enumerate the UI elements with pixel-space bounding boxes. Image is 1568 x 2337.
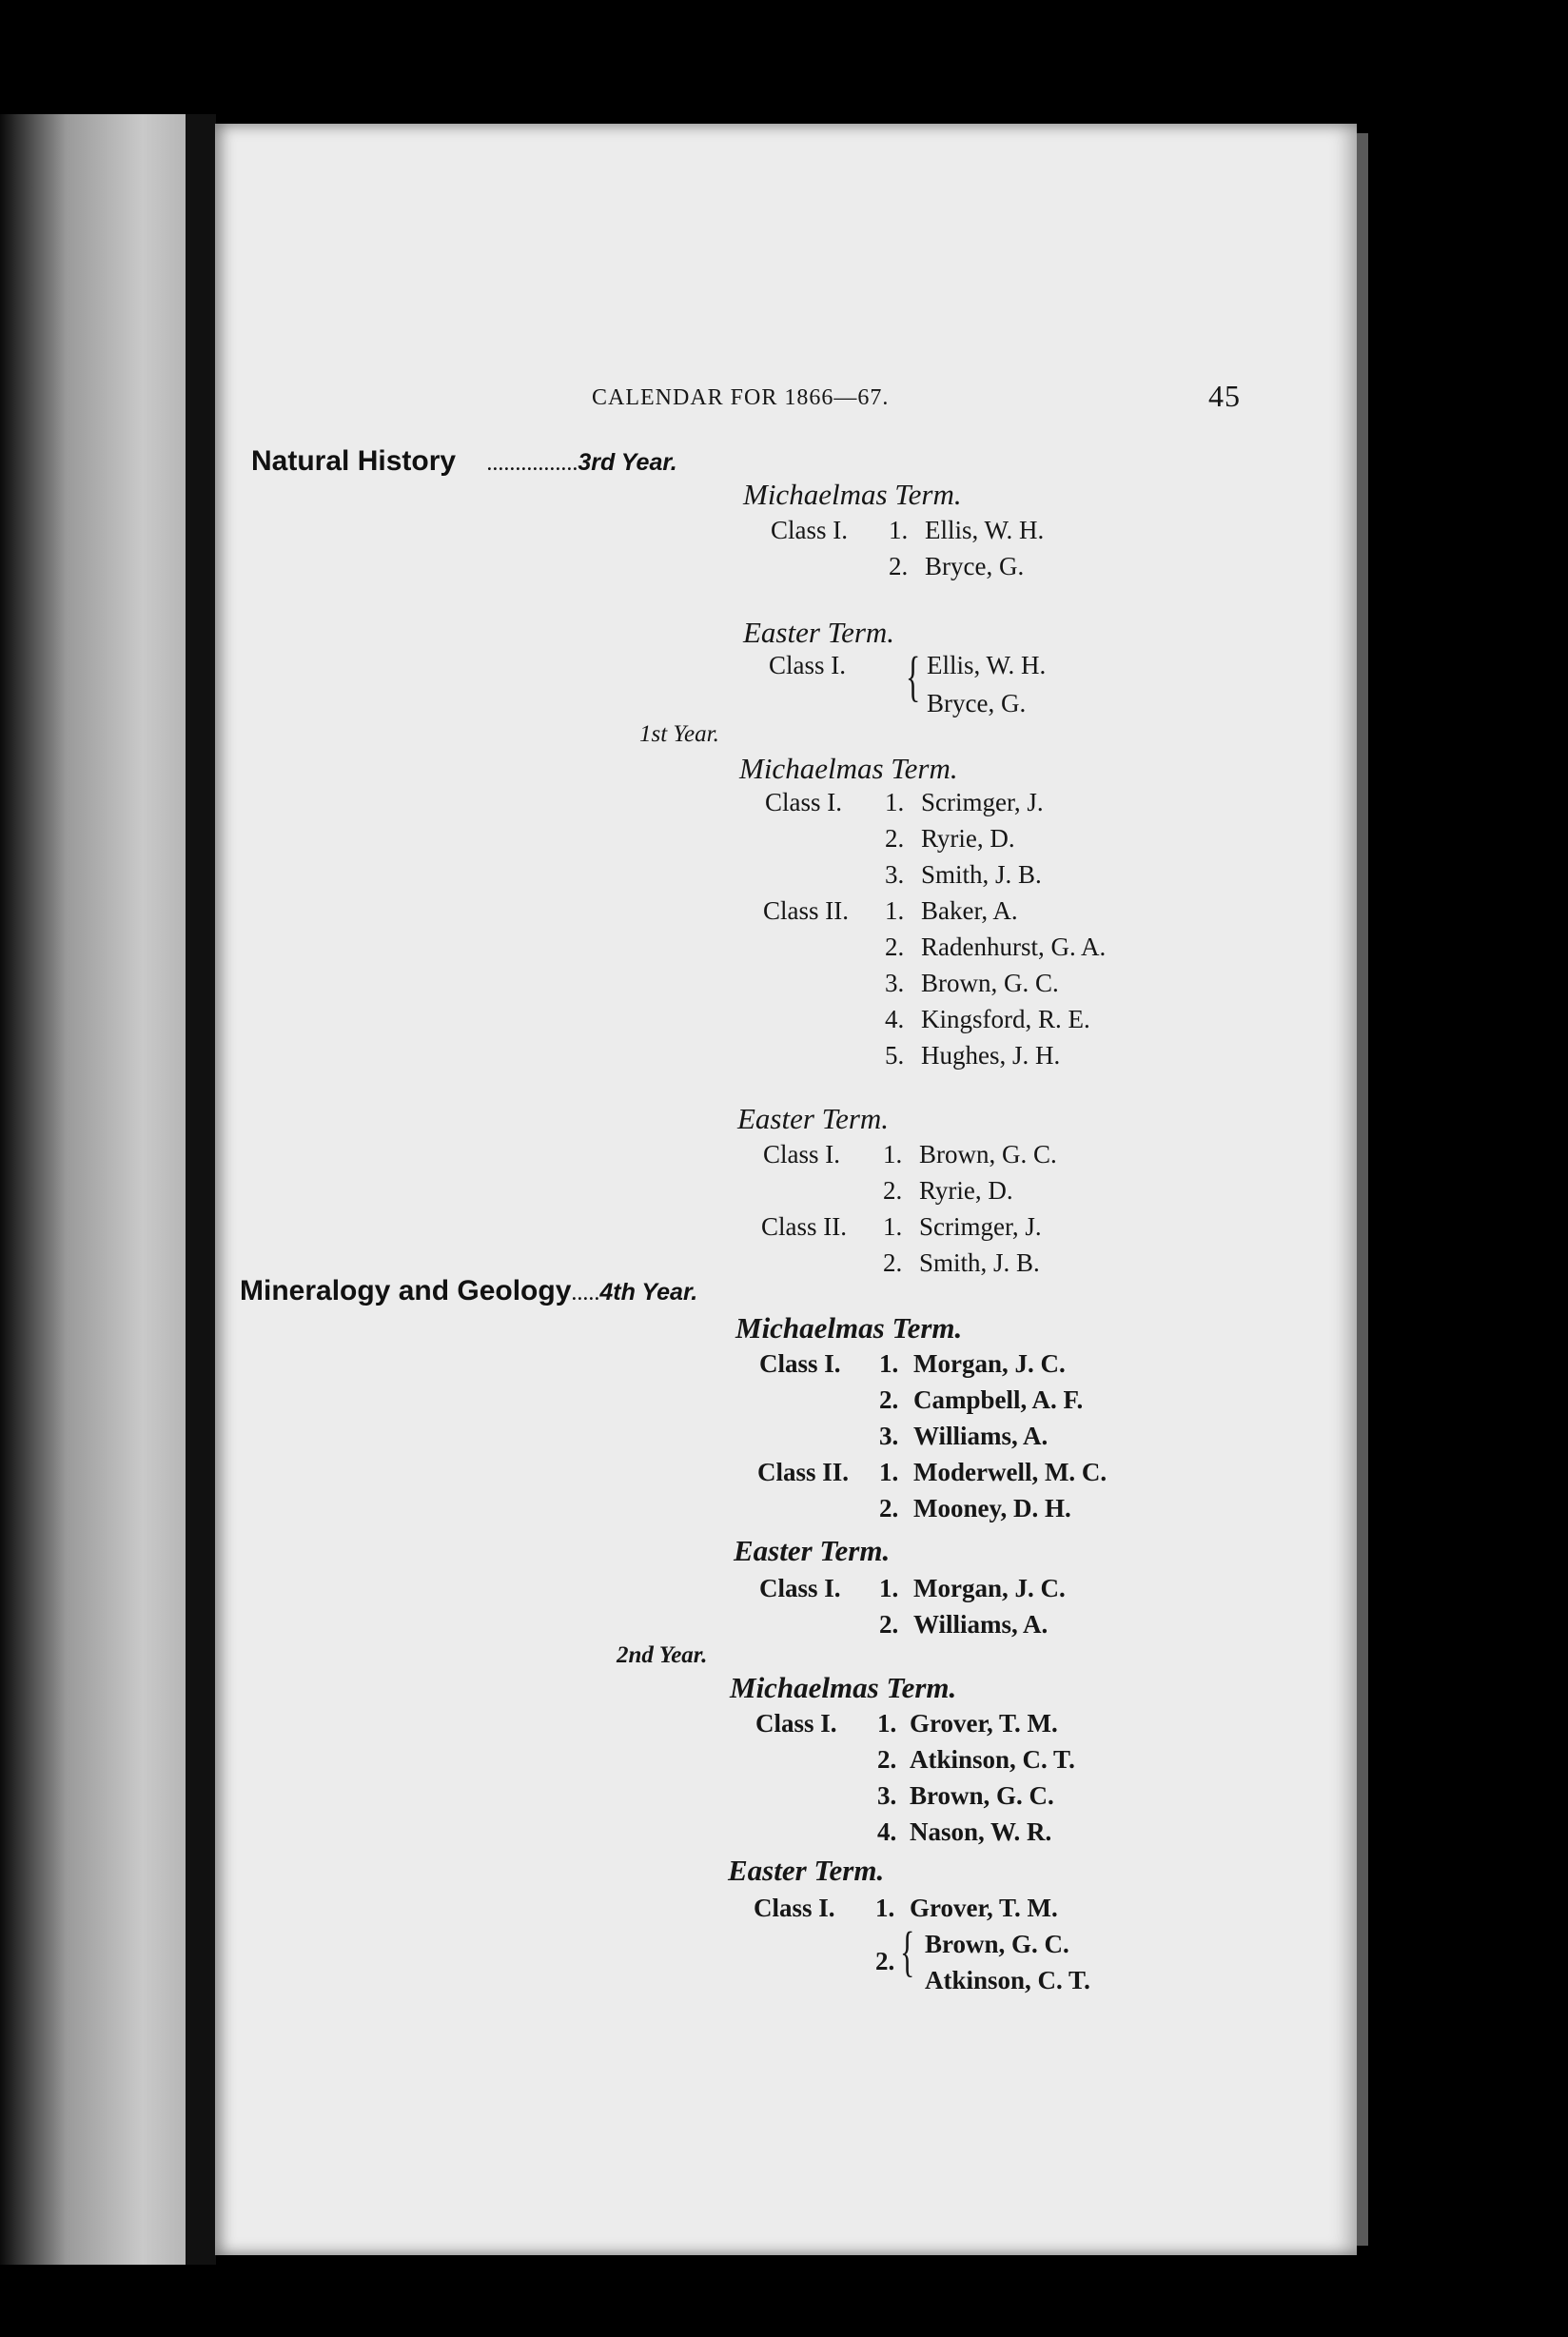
student-name: Brown, G. C. — [925, 1930, 1069, 1958]
rank-number: 4. — [885, 1005, 905, 1033]
student-name: Grover, T. M. — [910, 1709, 1058, 1738]
year-label: 1st Year. — [639, 721, 719, 747]
term-heading: Michaelmas Term. — [730, 1671, 957, 1704]
rank-number: 2. — [889, 552, 909, 580]
leader-dots: ..... — [571, 1281, 600, 1306]
page-number: 45 — [1208, 379, 1241, 413]
student-name: Moderwell, M. C. — [913, 1458, 1107, 1486]
rank-number: 1. — [879, 1574, 899, 1602]
student-name: Atkinson, C. T. — [925, 1966, 1090, 1994]
student-name: Grover, T. M. — [910, 1894, 1058, 1922]
class-label: Class I. — [763, 1140, 840, 1168]
rank-number: 2. — [879, 1610, 899, 1639]
subject-heading — [240, 1275, 697, 1307]
student-name: Ellis, W. H. — [925, 516, 1045, 544]
rank-number: 2. — [885, 824, 905, 853]
rank-number: 1. — [883, 1140, 903, 1168]
rank-number: 1. — [883, 1212, 903, 1241]
rank-number: 1. — [875, 1894, 895, 1922]
running-header: CALENDAR FOR 1866—67. — [592, 385, 890, 410]
student-name: Smith, J. B. — [921, 860, 1042, 889]
student-name: Baker, A. — [921, 896, 1018, 925]
rank-number: 2. — [879, 1385, 899, 1414]
student-name: Kingsford, R. E. — [921, 1005, 1090, 1033]
subject-title: Mineralogy and Geology — [240, 1275, 572, 1306]
rank-number: 1. — [885, 788, 905, 816]
rank-number: 1. — [889, 516, 909, 544]
subject-title: Natural History — [251, 445, 457, 477]
student-name: Bryce, G. — [925, 552, 1025, 580]
year-label: 2nd Year. — [617, 1642, 708, 1668]
student-name: Williams, A. — [913, 1422, 1049, 1450]
subject-heading — [251, 445, 677, 478]
class-label: Class I. — [754, 1894, 835, 1922]
student-name: Ryrie, D. — [919, 1176, 1013, 1205]
rank-number: 2. — [877, 1745, 897, 1774]
rank-number: 1. — [879, 1458, 899, 1486]
student-name: Morgan, J. C. — [913, 1349, 1066, 1378]
rank-number: 2. — [879, 1494, 899, 1522]
rank-number: 1. — [879, 1349, 899, 1378]
rank-number: 3. — [879, 1422, 899, 1450]
class-label: Class I. — [759, 1574, 841, 1602]
student-name: Brown, G. C. — [910, 1781, 1054, 1810]
term-heading: Michaelmas Term. — [735, 1311, 963, 1345]
student-name: Ellis, W. H. — [927, 651, 1047, 679]
student-name: Morgan, J. C. — [913, 1574, 1066, 1602]
rank-number: 2. — [875, 1947, 895, 1975]
student-name: Ryrie, D. — [921, 824, 1015, 853]
rank-number: 3. — [885, 969, 905, 997]
student-name: Mooney, D. H. — [913, 1494, 1071, 1522]
facing-page-edge — [0, 114, 190, 2265]
student-name: Hughes, J. H. — [921, 1041, 1061, 1070]
year-label: 4th Year. — [599, 1279, 698, 1306]
class-label: Class I. — [769, 651, 846, 679]
rank-number: 2. — [883, 1176, 903, 1205]
student-name: Scrimger, J. — [919, 1212, 1042, 1241]
rank-number: 2. — [883, 1248, 903, 1277]
rank-number: 3. — [885, 860, 905, 889]
term-heading: Easter Term. — [737, 1102, 890, 1135]
class-label: Class I. — [755, 1709, 837, 1738]
student-name: Brown, G. C. — [921, 969, 1059, 997]
rank-number: 4. — [877, 1817, 897, 1846]
term-heading: Easter Term. — [734, 1534, 891, 1567]
student-name: Campbell, A. F. — [913, 1385, 1084, 1414]
class-label: Class II. — [761, 1212, 847, 1241]
term-heading: Michaelmas Term. — [739, 752, 958, 785]
student-name: Williams, A. — [913, 1610, 1049, 1639]
class-label: Class I. — [771, 516, 848, 544]
rank-number: 2. — [885, 933, 905, 961]
student-name: Atkinson, C. T. — [910, 1745, 1075, 1774]
student-name: Radenhurst, G. A. — [921, 933, 1107, 961]
rank-number: 1. — [885, 896, 905, 925]
book-page — [215, 124, 1357, 2255]
leader-dots: ................ — [486, 451, 578, 476]
student-name: Bryce, G. — [927, 689, 1027, 717]
book-gutter — [186, 114, 216, 2265]
term-heading: Michaelmas Term. — [743, 478, 962, 511]
student-name: Smith, J. B. — [919, 1248, 1040, 1277]
year-label: 3rd Year. — [578, 449, 677, 476]
class-label: Class II. — [763, 896, 849, 925]
term-heading: Easter Term. — [743, 616, 895, 649]
rank-number: 1. — [877, 1709, 897, 1738]
student-name: Nason, W. R. — [910, 1817, 1052, 1846]
student-name: Brown, G. C. — [919, 1140, 1057, 1168]
brace-glyph: { — [900, 1920, 915, 1982]
rank-number: 3. — [877, 1781, 897, 1810]
student-name: Scrimger, J. — [921, 788, 1044, 816]
brace-glyph: { — [906, 645, 921, 707]
class-label: Class I. — [759, 1349, 841, 1378]
class-label: Class II. — [757, 1458, 850, 1486]
term-heading: Easter Term. — [728, 1854, 885, 1887]
class-label: Class I. — [765, 788, 842, 816]
rank-number: 5. — [885, 1041, 905, 1070]
